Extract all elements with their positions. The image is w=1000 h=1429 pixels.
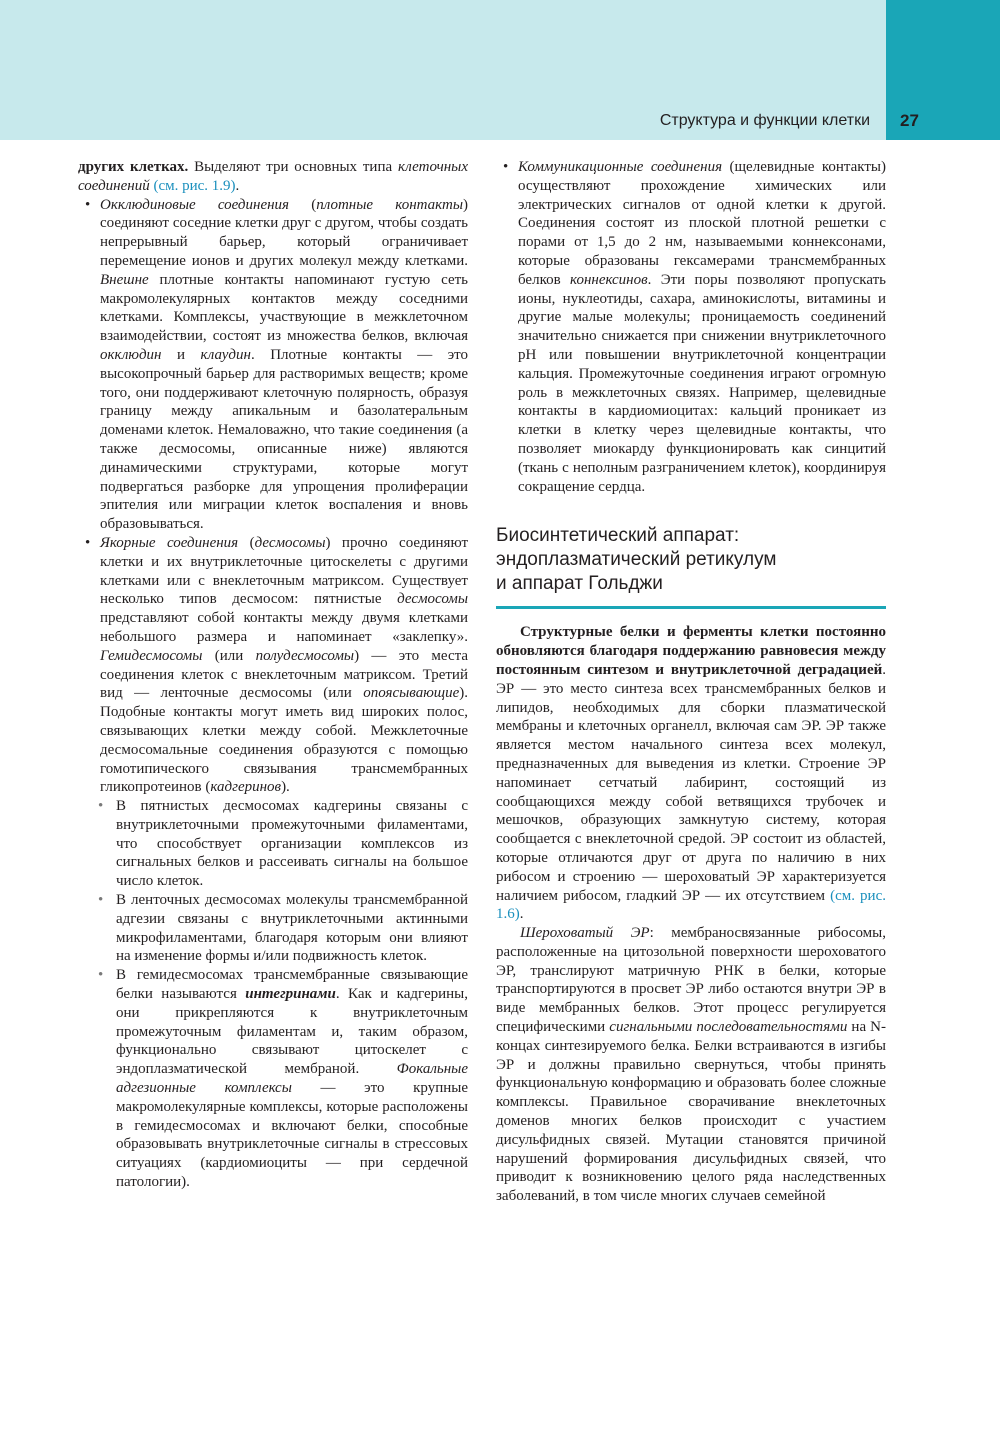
paragraph-er-intro: Структурные белки и ферменты клетки постоянно обновляются благодаря поддержанию равновесия между постоянным синтезом и внутриклеточной деградацией. ЭР — это место синтеза всех трансмембранных белков и липидов, необходимых для сборки плазматической мембраны и клеточных органелл, включая сам ЭР. ЭР также является местом начального синтеза всех молекул, предназначенных для выведения из клетки. Строение ЭР напоминает сетчатый лабиринт, состоящий из сообщающихся между собой ветвящихся трубочек и мешочков, образующих замкнутую систему, которая сообщается с внеклеточной средой. ЭР состоит из областей, которые отличаются друг от друга по наличию в них рибосом и строению — шероховатый ЭР характеризуется наличием рибосом, гладкий ЭР — их отсутствием (см. рис. 1.6).: [496, 624, 886, 923]
intro-paragraph: других клетках. Выделяют три основных типа клеточных соединений (см. рис. 1.9).: [78, 159, 469, 194]
page-number: 27: [900, 111, 919, 130]
figure-link[interactable]: (см. рис. 1.9): [153, 177, 236, 194]
list-item-communicating: • Коммуникационные соединения (щелевидные контакты) осуществляют прохождение химических или электрических сигналов от одной клетки к другой. Соединения состоят из плоской плотной решетки с порами от 1,5 до 2 нм, называемыми коннексонами, которые образованы гексамерами трансмембранных белков коннексинов. Эти поры позволяют пропускать ионы, нуклеотиды, сахара, аминокислоты, витамины и другие малые молекулы; проницаемость соединений значительно снижается при снижении внутриклеточного pH или повышении внутриклеточной концентрации кальция. Промежуточные соединения играют огромную роль в межклеточных связях. Например, щелевидные контакты в кардиомиоцитах: кальций проникает из клетки в клетку через щелевидные контакты, что позволяет миокарду функционировать как синцитий (ткань с неполным разграничением клеток), координируя сокращение сердца.: [496, 158, 886, 496]
section-heading: Биосинтетический аппарат: эндоплазматический ретикулум и аппарат Гольджи: [496, 525, 777, 595]
list-item-anchor: • Якорные соединения (десмосомы) прочно соединяют клетки и их внутриклеточные цитоскелеты с другими клетками или с внеклеточным матриксом. Существует несколько типов десмосом: пятнистые десмосомы представляют собой контакты между двумя клетками небольшого размера и напоминает «заклепку». Гемидесмосомы (или полудесмосомы) — это места соединения клеток с внеклеточным матриксом. Третий вид — ленточные десмосомы (или опоясывающие). Подобные контакты могут иметь вид широких полос, связывающих клетки между собой. Межклеточные десмосомальные соединения образуются с помощью гомотипического связывания трансмембранных гликопротеинов (кадгеринов).: [78, 534, 468, 797]
sub-item-hemidesmosomes: • В гемидесмосомах трансмембранные связывающие белки называются интегринами. Как и кадгерины, они прикрепляются к внутриклеточным промежуточным филаментам и, таким образом, функционально связывают цитоскелет с эндоплазматической мембраной. Фокальные адгезионные комплексы — это крупные макромолекулярные комплексы, которые расположены в гемидесмосомах и включают белки, способные образовывать внутриклеточные сигналы в стрессовых ситуациях (кардиомиоциты — при сердечной патологии).: [78, 966, 468, 1192]
figure-link[interactable]: (см. рис. 1.6): [496, 887, 886, 923]
sub-item-belt-desmosomes: • В ленточных десмосомах молекулы трансмембранной адгезии связаны с внутриклеточными актинными микрофиламентами, благодаря которым они влияют на изменение формы и/или подвижность клеток.: [78, 891, 468, 966]
heading-rule: [496, 606, 886, 609]
running-title: Структура и функции клетки: [659, 112, 870, 129]
list-item-occludin: • Окклюдиновые соединения (плотные контакты) соединяют соседние клетки друг с другом, чтобы создать непрерывный барьер, который ограничивает перемещение ионов и других молекул между клетками. Внешне плотные контакты напоминают густую сеть макромолекулярных контактов между соседними клетками. Комплексы, участвующие в межклеточном взаимодействии, состоят из множества белков, включая окклюдин и клаудин. Плотные контакты — это высокопрочный барьер для растворимых веществ; кроме того, они поддерживают клеточную полярность, образуя границу между апикальным и базолатеральным доменами клеток. Немаловажно, что такие соединения (а также десмосомы, описанные ниже) являются динамическими структурами, которые могут подвергаться разборке для упрощения пролиферации эпителия или миграции клеток воспаления и вновь образовываться.: [78, 196, 468, 534]
right-column: [496, 158, 886, 1206]
sub-item-spot-desmosomes: • В пятнистых десмосомах кадгерины связаны с внутриклеточными промежуточными филаментами, что способствует организации комплексов из сигнальных белков и рассеивать сигналы на большое число клеток.: [78, 797, 468, 891]
left-column: [78, 158, 468, 1192]
paragraph-rough-er: Шероховатый ЭР: мембраносвязанные рибосомы, расположенные на цитозольной поверхности шероховатого ЭР, транслируют матричную РНК в белки, которые транспортируются в просвет ЭР либо остаются внутри ЭР в виде мембранных белков. Этот процесс регулируется специфическими сигнальными последовательностями на N-концах синтезируемого белка. Белки встраиваются в изгибы ЭР и должны правильно свернуться, чтобы принять функциональную конформацию и образовать более сложные комплексы. Правильное сворачивание внеклеточных доменов многих белков происходит с участием дисульфидных связей. Мутации становятся причиной нарушений формирования дисульфидных связей, что приводит к возникновению целого ряда наследственных заболеваний, в том числе многих случаев семейной: [496, 925, 887, 1205]
